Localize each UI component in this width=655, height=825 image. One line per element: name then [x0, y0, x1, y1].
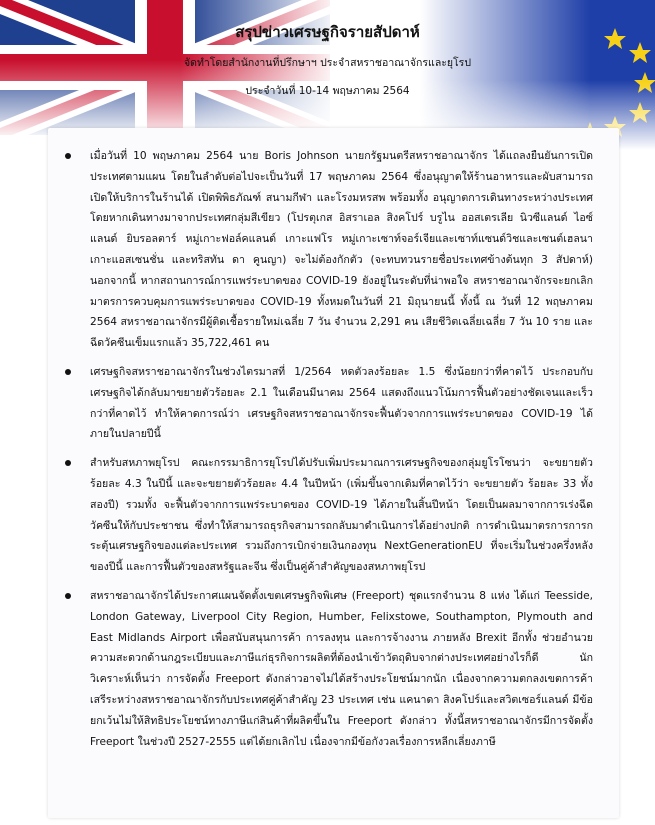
news-card: [48, 128, 619, 818]
news-text: สำหรับสหภาพยุโรป คณะกรรมาธิการยุโรปได้ปรับเพิ่มประมาณการเศรษฐกิจของกลุ่มยูโรโซนว่า จะขยายตัวร้อยละ 4.3 ในปีนี้ และจะขยายตัวร้อยละ 4.4 ในปีหน้า (เพิ่มขึ้นจากเดิมที่คาดไว้ว่า จะขยายตัว ร้อยละ 33 ทั้งสองปี) รวมทั้ง จะฟื้นตัวจากการแพร่ระบาดของ COVID-19 ได้ภายในสิ้นปีหน้า โดยเป็นผลมาจากการเร่งฉีดวัคซีนให้กับประชาชน ซึ่งทำให้สามารถธุรกิจสามารถกลับมาดำเนินการได้อย่างปกติ การดำเนินมาตรการการกระตุ้นเศรษฐกิจของแต่ละประเทศ รวมถึงการเบิกจ่ายเงินกองทุน NextGenerationEU ที่จะเริ่มในช่วงครึ่งหลังของปีนี้ และการฟื้นตัวของสหรัฐและจีน ซึ่งเป็นคู่ค้าสำคัญของสหภาพยุโรป: [90, 457, 593, 574]
news-item: [90, 586, 593, 752]
bullet-icon: [65, 153, 71, 159]
bullet-icon: [65, 369, 71, 375]
news-item: [90, 362, 593, 445]
news-item: [90, 453, 593, 578]
news-text: เมื่อวันที่ 10 พฤษภาคม 2564 นาย Boris Johnson นายกรัฐมนตรีสหราชอาณาจักร ได้แถลงยืนยันการเปิดประเทศตามแผน โดยในลำดับต่อไปจะเป็นวันที่ 17 พฤษภาคม 2564 ซึ่งอนุญาตให้ร้านอาหารและผับสามารถเปิดให้บริการในร้านได้ เปิดพิพิธภัณฑ์ สนามกีฬา และโรงมหรสพ พร้อมทั้ง อนุญาตการเดินทางระหว่างประเทศ โดยหากเดินทางมาจากประเทศกลุ่มสีเขียว (โปรตุเกส อิสราเอล สิงคโปร์ บรูไน ออสเตรเลีย นิวซีแลนด์ ไอซ์แลนด์ ยิบรอลตาร์ หมู่เกาะฟอล์คแลนด์ เกาะแฟโร หมู่เกาะเซาท์จอร์เจียและเซาท์แซนด์วิชและเซนต์เฮลนา เกาะแอสเซนชั่น และทริสทัน ดา คูนญา) จะไม่ต้องกักตัว (จะทบทวนรายชื่อประเทศข้างต้นทุก 3 สัปดาห์) นอกจากนี้ หากสถานการณ์การแพร่ระบาดของ COVID-19 ยังอยู่ในระดับที่น่าพอใจ สหราชอาณาจักรจะยกเลิกมาตรการควบคุมการแพร่ระบาดของ COVID-19 ทั้งหมดในวันที่ 21 มิถุนายนนี้ ทั้งนี้ ณ วันที่ 12 พฤษภาคม 2564 สหราชอาณาจักรมีผู้ติดเชื้อรายใหม่เฉลี่ย 7 วัน จำนวน 2,291 คน เสียชีวิตเฉลี่ยเฉลี่ย 7 วัน 10 ราย และฉีดวัคซีนเข็มแรกแล้ว 35,722,461 คน: [90, 150, 593, 350]
bullet-icon: [65, 593, 71, 599]
news-text: เศรษฐกิจสหราชอาณาจักรในช่วงไตรมาสที่ 1/2564 หดตัวลงร้อยละ 1.5 ซึ่งน้อยกว่าที่คาดไว้ ประกอบกับเศรษฐกิจได้กลับมาขยายตัวร้อยละ 2.1 ในเดือนมีนาคม 2564 แสดงถึงแนวโน้มการฟื้นตัวอย่างชัดเจนและเร็วกว่าที่คาดไว้ ทำให้คาดการณ์ว่า เศรษฐกิจสหราชอาณาจักรจะฟื้นตัวจากการแพร่ระบาดของ COVID-19 ได้ภายในปลายปีนี้: [90, 365, 593, 441]
bullet-icon: [65, 460, 71, 466]
report-subtitle: จัดทำโดยสำนักงานที่ปรึกษาฯ ประจำสหราชอาณาจักรและยุโรป: [184, 57, 471, 69]
news-item: [90, 146, 593, 354]
report-header: [0, 20, 655, 110]
news-text: สหราชอาณาจักรได้ประกาศแผนจัดตั้งเขตเศรษฐกิจพิเศษ (Freeport) ชุดแรกจำนวน 8 แห่ง ได้แก่ Teesside, London Gateway, Liverpool City Region, Humber, Felixstowe, Southampton, Plymouth and East Midlands Airport เพื่อสนับสนุนการค้า การลงทุน และการจ้างงาน ภายหลัง Brexit อีกทั้ง ช่วยอำนวยความสะดวกด้านกฎระเบียบและภาษีแก่ธุรกิจการผลิตที่ต้องนำเข้าวัตถุดิบจากต่างประเทศอย่างไรก็ดี นักวิเคราะห์เห็นว่า การจัดตั้ง Freeport ดังกล่าวอาจไม่ได้สร้างประโยชน์มากนัก เนื่องจากความตกลงเขตการค้าเสรีระหว่างสหราชอาณาจักรกับประเทศคู่ค้าสำคัญ 23 ประเทศ เช่น แคนาดา สิงคโปร์และสวิตเซอร์แลนด์ มีข้อยกเว้นไม่ให้สิทธิประโยชน์ทางภาษีแก่สินค้าที่ผลิตขึ้นใน Freeport ดังกล่าว ทั้งนี้สหราชอาณาจักรมีการจัดตั้ง Freeport ในช่วงปี 2527-2555 แต่ได้ยกเลิกไป เนื่องจากมีข้อกังวลเรื่องการหลีกเลี่ยงภาษี: [90, 589, 593, 748]
report-period: ประจำวันที่ 10-14 พฤษภาคม 2564: [245, 85, 410, 97]
report-title: สรุปข่าวเศรษฐกิจรายสัปดาห์: [235, 23, 420, 41]
news-list: [48, 128, 619, 752]
